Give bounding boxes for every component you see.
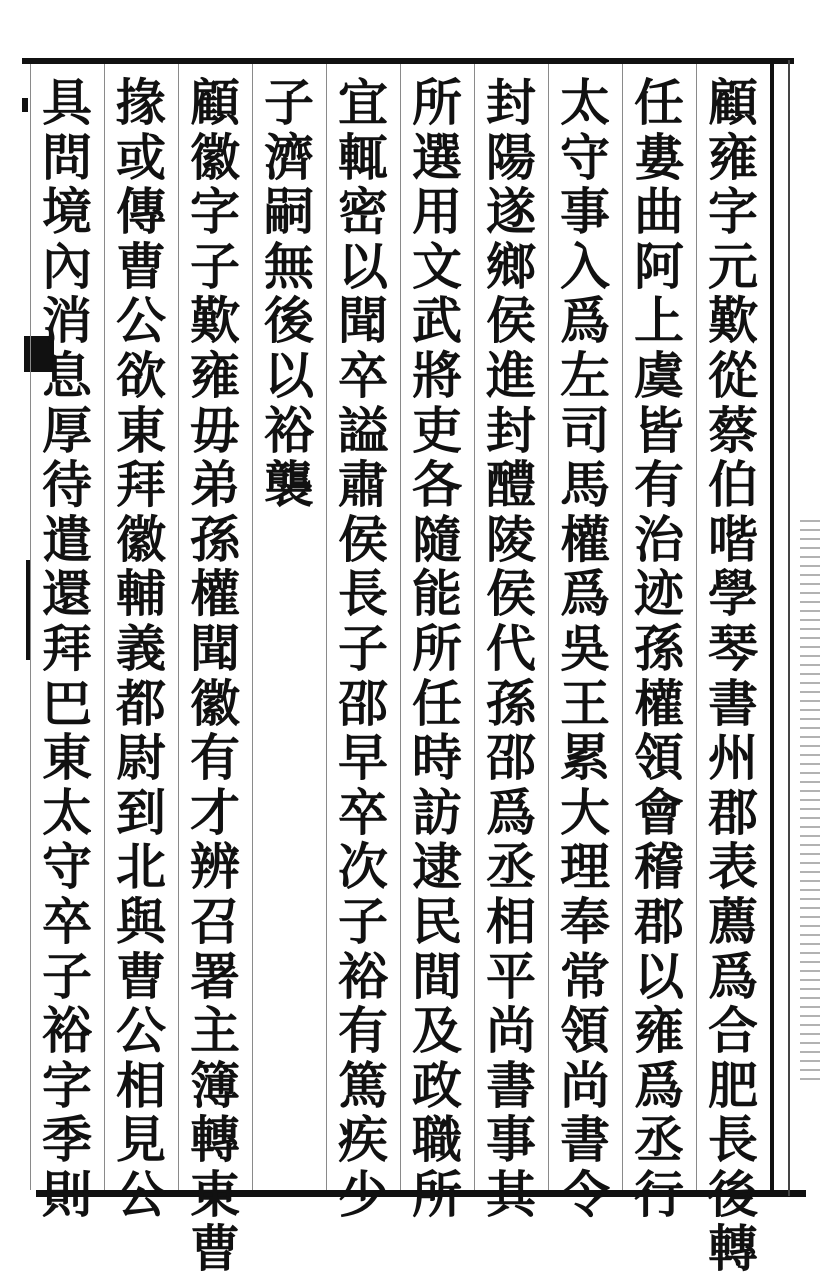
character: 次 bbox=[338, 837, 388, 897]
character: 婁 bbox=[634, 127, 684, 187]
character: 平 bbox=[486, 946, 536, 1006]
character: 以 bbox=[264, 345, 314, 405]
text-column-3 bbox=[548, 73, 622, 1224]
character: 後 bbox=[708, 1164, 758, 1224]
character: 義 bbox=[116, 618, 166, 678]
character: 醴 bbox=[486, 455, 536, 515]
character: 尉 bbox=[116, 728, 166, 788]
character: 子 bbox=[264, 73, 314, 132]
character: 爲 bbox=[560, 291, 610, 351]
character: 封 bbox=[486, 73, 536, 132]
character: 隨 bbox=[412, 509, 462, 569]
text-column-2 bbox=[622, 73, 696, 1224]
character: 顧 bbox=[708, 73, 758, 132]
character: 爲 bbox=[560, 564, 610, 624]
character: 事 bbox=[486, 1110, 536, 1170]
character: 皆 bbox=[634, 400, 684, 460]
character: 毋 bbox=[190, 400, 240, 460]
character: 曲 bbox=[634, 182, 684, 242]
character: 輔 bbox=[116, 564, 166, 624]
character: 相 bbox=[116, 1055, 166, 1115]
character: 逮 bbox=[412, 837, 462, 897]
character: 以 bbox=[634, 946, 684, 1006]
character: 書 bbox=[486, 1055, 536, 1115]
character: 謚 bbox=[338, 400, 388, 460]
character: 到 bbox=[116, 782, 166, 842]
character: 拜 bbox=[42, 618, 92, 678]
character: 選 bbox=[412, 127, 462, 187]
character: 雍 bbox=[190, 345, 240, 405]
character: 代 bbox=[486, 618, 536, 678]
character: 權 bbox=[560, 509, 610, 569]
character: 字 bbox=[708, 182, 758, 242]
character: 子 bbox=[338, 891, 388, 951]
character: 書 bbox=[708, 673, 758, 733]
character: 所 bbox=[412, 73, 462, 132]
character: 欲 bbox=[116, 345, 166, 405]
character: 武 bbox=[412, 291, 462, 351]
character: 入 bbox=[560, 236, 610, 296]
character: 尚 bbox=[486, 1001, 536, 1061]
character: 後 bbox=[264, 291, 314, 351]
character: 郡 bbox=[634, 891, 684, 951]
character: 虞 bbox=[634, 345, 684, 405]
character: 大 bbox=[560, 782, 610, 842]
edge-mark bbox=[22, 98, 28, 112]
character: 爲 bbox=[486, 782, 536, 842]
character: 長 bbox=[338, 564, 388, 624]
character: 遣 bbox=[42, 509, 92, 569]
character: 吳 bbox=[560, 618, 610, 678]
character: 卒 bbox=[338, 782, 388, 842]
character: 侯 bbox=[486, 564, 536, 624]
character: 民 bbox=[412, 891, 462, 951]
character: 季 bbox=[42, 1110, 92, 1170]
character: 訪 bbox=[412, 782, 462, 842]
character: 肥 bbox=[708, 1055, 758, 1115]
character: 密 bbox=[338, 182, 388, 242]
character: 能 bbox=[412, 564, 462, 624]
text-column-8 bbox=[178, 73, 252, 1278]
top-border-rule bbox=[22, 58, 794, 64]
character: 領 bbox=[560, 1001, 610, 1061]
character: 裕 bbox=[338, 946, 388, 1006]
character: 子 bbox=[190, 236, 240, 296]
character: 卒 bbox=[338, 345, 388, 405]
character: 長 bbox=[708, 1110, 758, 1170]
character: 間 bbox=[412, 946, 462, 1006]
character: 聞 bbox=[190, 618, 240, 678]
character: 子 bbox=[42, 946, 92, 1006]
character: 傳 bbox=[116, 182, 166, 242]
character: 轉 bbox=[708, 1219, 758, 1278]
character: 書 bbox=[560, 1110, 610, 1170]
character: 侯 bbox=[486, 291, 536, 351]
character: 簿 bbox=[190, 1055, 240, 1115]
character: 時 bbox=[412, 728, 462, 788]
character: 其 bbox=[486, 1164, 536, 1224]
character: 左 bbox=[560, 345, 610, 405]
character: 喈 bbox=[708, 509, 758, 569]
character: 蔡 bbox=[708, 400, 758, 460]
character: 疾 bbox=[338, 1110, 388, 1170]
character: 上 bbox=[634, 291, 684, 351]
character: 都 bbox=[116, 673, 166, 733]
character: 東 bbox=[190, 1164, 240, 1224]
text-column-10 bbox=[30, 73, 104, 1224]
character: 或 bbox=[116, 127, 166, 187]
character: 陵 bbox=[486, 509, 536, 569]
character: 遂 bbox=[486, 182, 536, 242]
character: 行 bbox=[634, 1164, 684, 1224]
character: 肅 bbox=[338, 455, 388, 515]
character: 孫 bbox=[634, 618, 684, 678]
character: 孫 bbox=[190, 509, 240, 569]
character: 稽 bbox=[634, 837, 684, 897]
character: 侯 bbox=[338, 509, 388, 569]
character: 職 bbox=[412, 1110, 462, 1170]
right-border-rule bbox=[770, 60, 774, 1196]
character: 理 bbox=[560, 837, 610, 897]
character: 才 bbox=[190, 782, 240, 842]
character: 巴 bbox=[42, 673, 92, 733]
character: 徽 bbox=[190, 673, 240, 733]
character: 宜 bbox=[338, 73, 388, 132]
character: 奉 bbox=[560, 891, 610, 951]
character: 有 bbox=[338, 1001, 388, 1061]
character: 尚 bbox=[560, 1055, 610, 1115]
character: 字 bbox=[42, 1055, 92, 1115]
character: 孫 bbox=[486, 673, 536, 733]
character: 治 bbox=[634, 509, 684, 569]
character: 進 bbox=[486, 345, 536, 405]
character: 則 bbox=[42, 1164, 92, 1224]
character: 東 bbox=[116, 400, 166, 460]
character: 無 bbox=[264, 236, 314, 296]
character: 學 bbox=[708, 564, 758, 624]
character: 濟 bbox=[264, 127, 314, 187]
character: 從 bbox=[708, 345, 758, 405]
character: 歎 bbox=[708, 291, 758, 351]
character: 丞 bbox=[486, 837, 536, 897]
character: 有 bbox=[190, 728, 240, 788]
text-column-9 bbox=[104, 73, 178, 1224]
character: 召 bbox=[190, 891, 240, 951]
character: 相 bbox=[486, 891, 536, 951]
character: 伯 bbox=[708, 455, 758, 515]
character: 襲 bbox=[264, 455, 314, 515]
character: 掾 bbox=[116, 73, 166, 132]
character: 司 bbox=[560, 400, 610, 460]
character: 邵 bbox=[338, 673, 388, 733]
character: 薦 bbox=[708, 891, 758, 951]
character: 曹 bbox=[190, 1219, 240, 1278]
character: 字 bbox=[190, 182, 240, 242]
character: 內 bbox=[42, 236, 92, 296]
character: 吏 bbox=[412, 400, 462, 460]
character: 文 bbox=[412, 236, 462, 296]
character: 常 bbox=[560, 946, 610, 1006]
character: 各 bbox=[412, 455, 462, 515]
character: 問 bbox=[42, 127, 92, 187]
character: 任 bbox=[634, 73, 684, 132]
character: 有 bbox=[634, 455, 684, 515]
character: 早 bbox=[338, 728, 388, 788]
character: 顧 bbox=[190, 73, 240, 132]
character: 爲 bbox=[634, 1055, 684, 1115]
character: 丞 bbox=[634, 1110, 684, 1170]
character: 少 bbox=[338, 1164, 388, 1224]
character: 陽 bbox=[486, 127, 536, 187]
character: 雍 bbox=[708, 127, 758, 187]
character: 曹 bbox=[116, 236, 166, 296]
character: 篤 bbox=[338, 1055, 388, 1115]
right-outer-rule bbox=[788, 60, 790, 1196]
character: 子 bbox=[338, 618, 388, 678]
character: 公 bbox=[116, 1164, 166, 1224]
character: 會 bbox=[634, 782, 684, 842]
character: 事 bbox=[560, 182, 610, 242]
character: 任 bbox=[412, 673, 462, 733]
character: 北 bbox=[116, 837, 166, 897]
character: 主 bbox=[190, 1001, 240, 1061]
character: 輒 bbox=[338, 127, 388, 187]
character: 卒 bbox=[42, 891, 92, 951]
character: 徽 bbox=[190, 127, 240, 187]
character: 消 bbox=[42, 291, 92, 351]
character: 及 bbox=[412, 1001, 462, 1061]
character: 公 bbox=[116, 291, 166, 351]
character: 邵 bbox=[486, 728, 536, 788]
character: 太 bbox=[560, 73, 610, 132]
character: 琴 bbox=[708, 618, 758, 678]
character: 境 bbox=[42, 182, 92, 242]
text-column-6 bbox=[326, 73, 400, 1224]
scan-noise bbox=[800, 520, 820, 1080]
character: 令 bbox=[560, 1164, 610, 1224]
character: 將 bbox=[412, 345, 462, 405]
character: 所 bbox=[412, 618, 462, 678]
character: 迹 bbox=[634, 564, 684, 624]
character: 權 bbox=[634, 673, 684, 733]
character: 馬 bbox=[560, 455, 610, 515]
text-column-5 bbox=[400, 73, 474, 1224]
character: 見 bbox=[116, 1110, 166, 1170]
character: 轉 bbox=[190, 1110, 240, 1170]
character: 東 bbox=[42, 728, 92, 788]
character: 徽 bbox=[116, 509, 166, 569]
character: 所 bbox=[412, 1164, 462, 1224]
character: 嗣 bbox=[264, 182, 314, 242]
character: 弟 bbox=[190, 455, 240, 515]
character: 累 bbox=[560, 728, 610, 788]
character: 具 bbox=[42, 73, 92, 132]
character: 爲 bbox=[708, 946, 758, 1006]
left-margin-edge bbox=[0, 0, 22, 1259]
character: 合 bbox=[708, 1001, 758, 1061]
character: 息 bbox=[42, 345, 92, 405]
character: 表 bbox=[708, 837, 758, 897]
character: 雍 bbox=[634, 1001, 684, 1061]
character: 用 bbox=[412, 182, 462, 242]
character: 歎 bbox=[190, 291, 240, 351]
character: 與 bbox=[116, 891, 166, 951]
character: 裕 bbox=[42, 1001, 92, 1061]
text-column-7 bbox=[252, 73, 326, 515]
character: 守 bbox=[560, 127, 610, 187]
character: 領 bbox=[634, 728, 684, 788]
character: 曹 bbox=[116, 946, 166, 1006]
character: 政 bbox=[412, 1055, 462, 1115]
text-column-4 bbox=[474, 73, 548, 1224]
character: 阿 bbox=[634, 236, 684, 296]
character: 還 bbox=[42, 564, 92, 624]
character: 王 bbox=[560, 673, 610, 733]
character: 州 bbox=[708, 728, 758, 788]
character: 太 bbox=[42, 782, 92, 842]
character: 署 bbox=[190, 946, 240, 1006]
character: 拜 bbox=[116, 455, 166, 515]
character: 郡 bbox=[708, 782, 758, 842]
character: 厚 bbox=[42, 400, 92, 460]
character: 公 bbox=[116, 1001, 166, 1061]
character: 裕 bbox=[264, 400, 314, 460]
character: 守 bbox=[42, 837, 92, 897]
character: 聞 bbox=[338, 291, 388, 351]
character: 辨 bbox=[190, 837, 240, 897]
character: 封 bbox=[486, 400, 536, 460]
character: 元 bbox=[708, 236, 758, 296]
character: 鄉 bbox=[486, 236, 536, 296]
character: 待 bbox=[42, 455, 92, 515]
character: 權 bbox=[190, 564, 240, 624]
character: 以 bbox=[338, 236, 388, 296]
text-column-1 bbox=[696, 73, 770, 1278]
